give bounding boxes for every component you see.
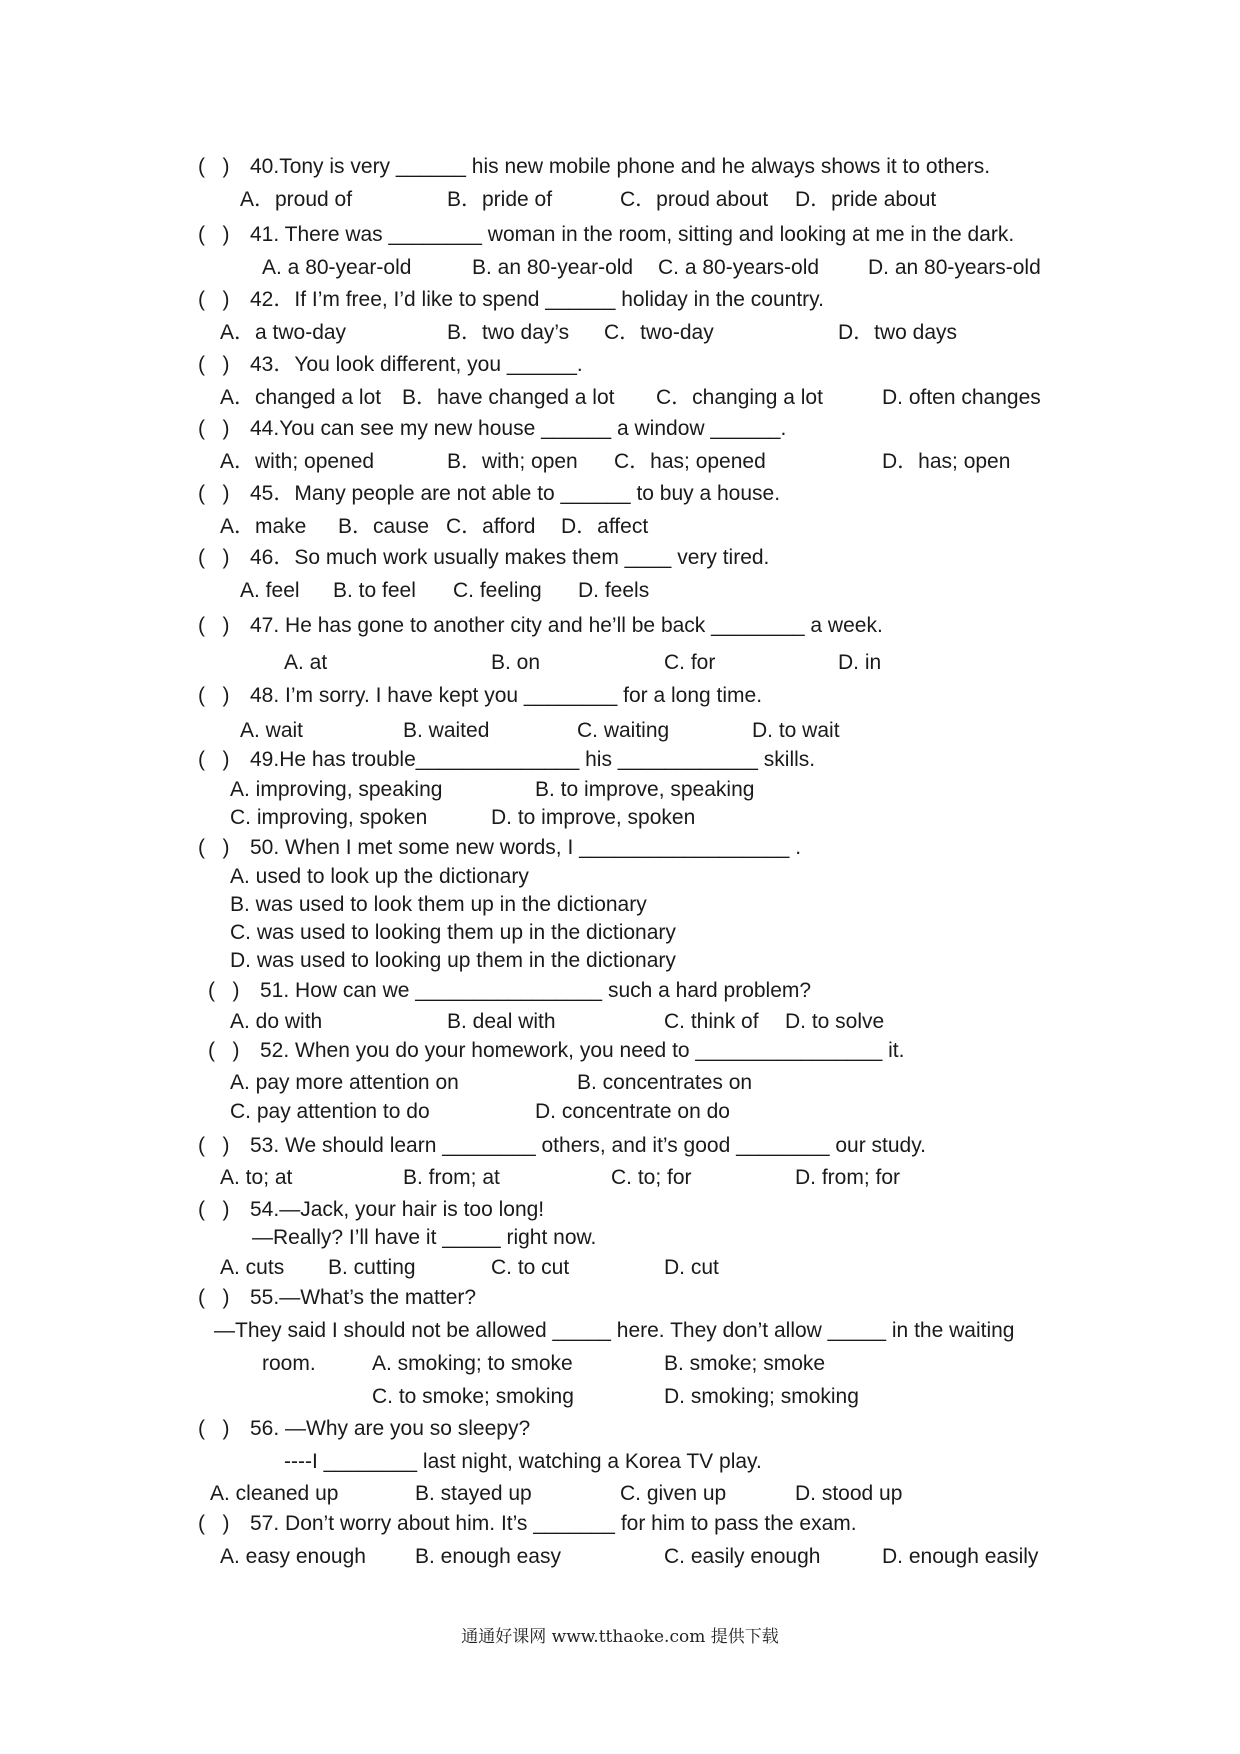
answer-blank-53: ( ) [198,1134,230,1157]
question-40-option: A．proud of [240,188,353,211]
question-41-option: B. an 80-year-old [472,256,634,279]
question-55-text: room. [262,1352,316,1375]
question-57-option: D. enough easily [882,1545,1039,1568]
question-51-option: A. do with [230,1010,323,1033]
answer-blank-55: ( ) [198,1286,230,1309]
question-53-option: A. to; at [220,1166,293,1189]
question-47-option: C. for [664,651,716,674]
question-48-option: B. waited [403,719,490,742]
question-45-option: B．cause [338,515,430,538]
answer-blank-44: ( ) [198,417,230,440]
question-45-option: A．make [220,515,307,538]
question-50-text: 50. When I met some new words, I __________________ . [250,836,802,859]
answer-blank-40: ( ) [198,155,230,178]
question-57-option: A. easy enough [220,1545,366,1568]
question-54-text: —Really? I’ll have it _____ right now. [252,1226,597,1249]
question-41-option: C. a 80-years-old [658,256,820,279]
question-52-option: C. pay attention to do [230,1100,430,1123]
question-56-option: A. cleaned up [210,1482,339,1505]
question-44-option: C．has; opened [614,450,766,473]
answer-blank-56: ( ) [198,1417,230,1440]
question-54-text: 54.—Jack, your hair is too long! [250,1198,545,1221]
question-54-option: C. to cut [491,1256,570,1279]
question-53-option: B. from; at [403,1166,500,1189]
question-45-option: D．affect [561,515,649,538]
question-47-option: D. in [838,651,882,674]
answer-blank-51: ( ) [208,979,240,1002]
answer-blank-43: ( ) [198,353,230,376]
question-46-option: B. to feel [333,579,416,602]
question-40-option: B．pride of [447,188,553,211]
question-53-text: 53. We should learn ________ others, and it’s good ________ our study. [250,1134,926,1157]
question-52-text: 52. When you do your homework, you need to ________________ it. [260,1039,905,1062]
question-51-option: C. think of [664,1010,759,1033]
question-46-option: A. feel [240,579,300,602]
question-48-option: D. to wait [752,719,840,742]
question-53-option: D. from; for [795,1166,901,1189]
question-52-option: B. concentrates on [577,1071,753,1094]
question-46-option: D. feels [578,579,650,602]
question-47-option: A. at [284,651,328,674]
question-50-option: A. used to look up the dictionary [230,865,529,888]
question-55-option: D. smoking; smoking [664,1385,859,1408]
answer-blank-41: ( ) [198,223,230,246]
question-41-text: 41. There was ________ woman in the room, sitting and looking at me in the dark. [250,223,1015,246]
question-55-option: A. smoking; to smoke [372,1352,573,1375]
question-44-option: B．with; open [447,450,578,473]
answer-blank-45: ( ) [198,482,230,505]
question-41-option: D. an 80-years-old [868,256,1041,279]
question-43-text: 43．You look different, you ______. [250,353,583,376]
answer-blank-57: ( ) [198,1512,230,1535]
question-55-option: C. to smoke; smoking [372,1385,574,1408]
question-50-option: B. was used to look them up in the dictionary [230,893,647,916]
question-49-text: 49.He has trouble______________ his ____________ skills. [250,748,816,771]
question-42-option: A．a two-day [220,321,347,344]
question-45-option: C．afford [446,515,536,538]
footer-credit: 通通好课网 www.tthaoke.com 提供下载 [461,1627,779,1647]
question-43-option: C．changing a lot [656,386,823,409]
question-50-option: C. was used to looking them up in the dictionary [230,921,676,944]
question-53-option: C. to; for [611,1166,692,1189]
question-46-option: C. feeling [453,579,542,602]
question-42-option: D．two days [838,321,958,344]
question-45-text: 45．Many people are not able to ______ to buy a house. [250,482,781,505]
question-55-option: B. smoke; smoke [664,1352,826,1375]
question-41-option: A. a 80-year-old [262,256,412,279]
question-43-option: B．have changed a lot [402,386,615,409]
question-55-text: 55.—What’s the matter? [250,1286,477,1309]
question-48-text: 48. I’m sorry. I have kept you ________ for a long time. [250,684,763,707]
question-47-text: 47. He has gone to another city and he’ll be back ________ a week. [250,614,883,637]
question-44-option: D．has; open [882,450,1011,473]
answer-blank-54: ( ) [198,1198,230,1221]
question-43-option: A．changed a lot [220,386,382,409]
question-43-option: D. often changes [882,386,1041,409]
question-52-option: D. concentrate on do [535,1100,730,1123]
question-54-option: A. cuts [220,1256,285,1279]
question-57-option: B. enough easy [415,1545,561,1568]
question-42-option: C．two-day [604,321,714,344]
question-51-option: B. deal with [447,1010,556,1033]
question-55-text: —They said I should not be allowed _____ here. They don’t allow _____ in the waiting [214,1319,1015,1342]
answer-blank-52: ( ) [208,1039,240,1062]
question-47-option: B. on [491,651,541,674]
question-56-text: 56. —Why are you so sleepy? [250,1417,531,1440]
question-40-option: D．pride about [795,188,937,211]
question-56-option: C. given up [620,1482,727,1505]
question-44-option: A．with; opened [220,450,375,473]
question-51-text: 51. How can we ________________ such a hard problem? [260,979,812,1002]
question-42-option: B．two day’s [447,321,570,344]
answer-blank-50: ( ) [198,836,230,859]
answer-blank-46: ( ) [198,546,230,569]
question-48-option: C. waiting [577,719,670,742]
question-40-text: 40.Tony is very ______ his new mobile phone and he always shows it to others. [250,155,991,178]
question-56-option: B. stayed up [415,1482,532,1505]
question-57-text: 57. Don’t worry about him. It’s _______ for him to pass the exam. [250,1512,857,1535]
question-57-option: C. easily enough [664,1545,821,1568]
question-44-text: 44.You can see my new house ______ a window ______. [250,417,787,440]
question-49-option: D. to improve, spoken [491,806,696,829]
question-51-option: D. to solve [785,1010,885,1033]
question-49-option: C. improving, spoken [230,806,428,829]
answer-blank-42: ( ) [198,288,230,311]
question-49-option: B. to improve, speaking [535,778,755,801]
question-42-text: 42．If I’m free, I’d like to spend ______ holiday in the country. [250,288,824,311]
question-49-option: A. improving, speaking [230,778,443,801]
question-54-option: D. cut [664,1256,719,1279]
answer-blank-48: ( ) [198,684,230,707]
question-54-option: B. cutting [328,1256,416,1279]
question-56-text: ----I ________ last night, watching a Korea TV play. [284,1450,762,1473]
question-48-option: A. wait [240,719,304,742]
answer-blank-49: ( ) [198,748,230,771]
question-46-text: 46．So much work usually makes them ____ very tired. [250,546,770,569]
question-52-option: A. pay more attention on [230,1071,459,1094]
question-50-option: D. was used to looking up them in the dictionary [230,949,676,972]
question-40-option: C．proud about [620,188,769,211]
question-56-option: D. stood up [795,1482,903,1505]
answer-blank-47: ( ) [198,614,230,637]
